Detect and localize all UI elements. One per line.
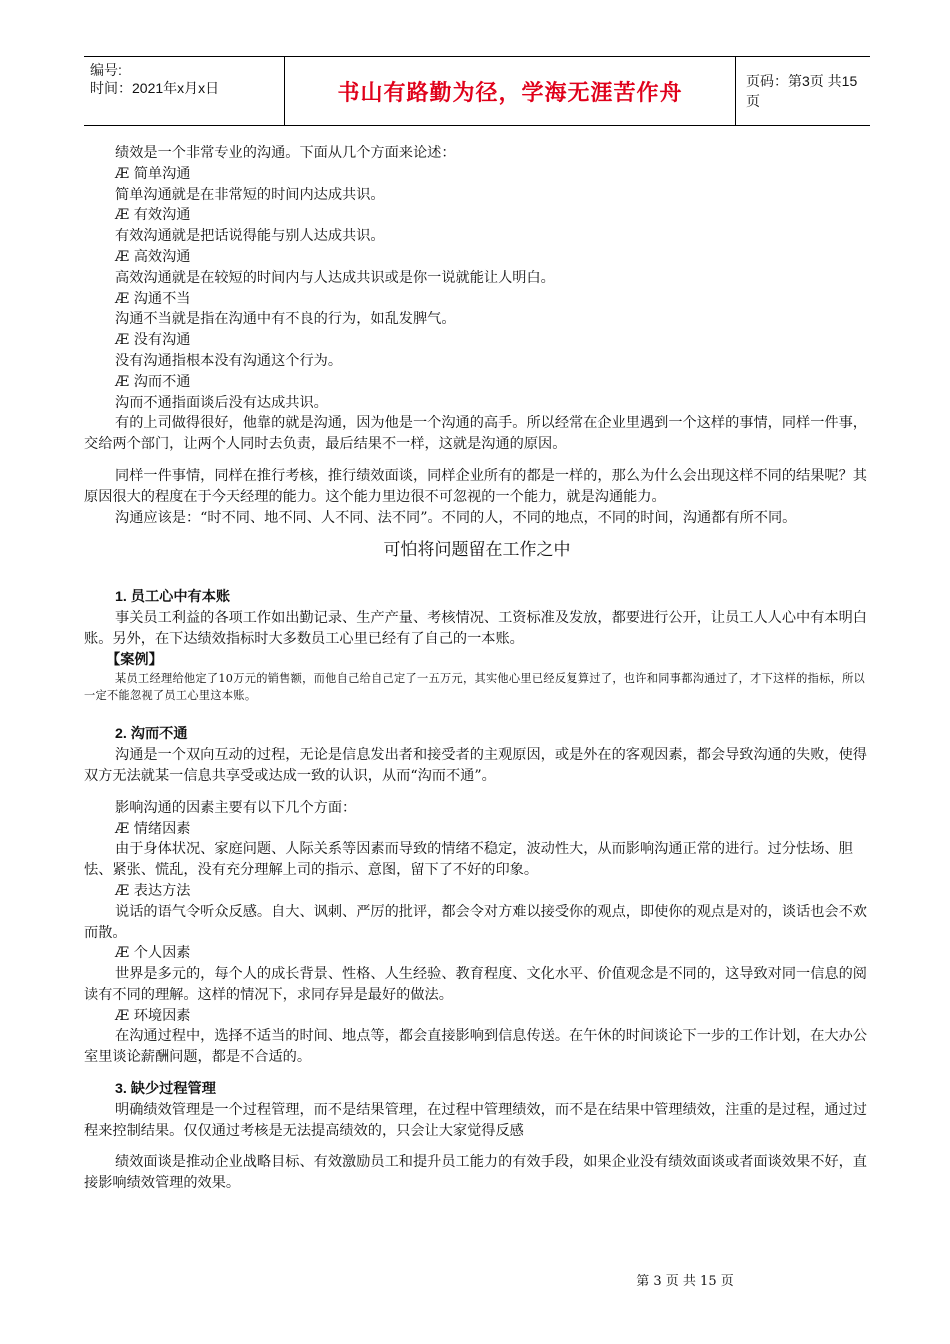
item-text: 高效沟通就是在较短的时间内与人达成共识或是你一说就能让人明白。 <box>115 269 555 286</box>
item-heading: Æ 有效沟通 <box>115 207 191 224</box>
paragraph-1: 有的上司做得很好，他靠的就是沟通，因为他是一个沟通的高手。所以经常在企业里遇到一个这样的事情，同样一件事，交给两个部门，让两个人同时去负责，最后结果不一样，这就是沟通的原因。 <box>84 415 867 453</box>
item-heading: Æ 高效沟通 <box>115 248 191 265</box>
section-3-heading: 3. 缺少过程管理 <box>115 1081 216 1098</box>
paragraph-3: 沟通应该是：“时不同、地不同、人不同、法不同”。不同的人，不同的地点，不同的时间，沟通都有所不同。 <box>115 509 797 526</box>
paragraph-2: 同样一件事情，同样在推行考核，推行绩效面谈，同样企业所有的都是一样的，那么为什么会出现这样不同的结果呢？其原因很大的程度在于今天经理的能力。这个能力里边很不可忽视的一个能力，就是沟通能力。 <box>84 467 867 505</box>
factor-text: 说话的语气令听众反感。自大、讽刺、严厉的批评，都会令对方难以接受你的观点，即使你的观点是对的，谈话也会不欢而散。 <box>84 903 867 941</box>
section-1-text: 事关员工利益的各项工作如出勤记录、生产产量、考核情况、工资标准及发放，都要进行公开，让员工人人心中有本明白账。另外，在下达绩效指标时大多数员工心里已经有了自己的一本账。 <box>84 609 867 647</box>
item-text: 沟通不当就是指在沟通中有不良的行为，如乱发脾气。 <box>115 311 456 328</box>
time-label: 时间：2021年x月x日 <box>90 80 220 96</box>
item-heading: Æ 简单沟通 <box>115 165 191 182</box>
section-2-heading: 2. 沟而不通 <box>115 726 188 743</box>
item-text: 沟而不通指面谈后没有达成共识。 <box>115 394 328 411</box>
factor-heading: Æ 表达方法 <box>115 882 191 899</box>
header-page-code: 页码：第3页 共15页 <box>746 73 858 109</box>
item-text: 简单沟通就是在非常短的时间内达成共识。 <box>115 186 385 203</box>
section-3-text-2: 绩效面谈是推动企业战略目标、有效激励员工和提升员工能力的有效手段，如果企业没有绩效面谈或者面谈效果不好，直接影响绩效管理的效果。 <box>84 1154 867 1192</box>
document-body <box>84 143 870 1194</box>
item-heading: Æ 沟而不通 <box>115 373 191 390</box>
page-header <box>84 56 870 126</box>
factor-heading: Æ 情绪因素 <box>115 820 191 837</box>
header-left-cell <box>84 57 284 125</box>
intro-paragraph: 绩效是一个非常专业的沟通。下面从几个方面来论述： <box>115 145 456 161</box>
header-motto: 书山有路勤为径，学海无涯苦作舟 <box>284 57 736 125</box>
section-title: 可怕将问题留在工作之中 <box>383 540 571 560</box>
factor-heading: Æ 环境因素 <box>115 1007 191 1024</box>
item-text: 没有沟通指根本没有沟通这个行为。 <box>115 352 343 369</box>
page-footer: 第 3 页 共 15 页 <box>636 1274 734 1289</box>
factors-intro: 影响沟通的因素主要有以下几个方面： <box>115 799 357 816</box>
case-text: 某员工经理给他定了10万元的销售额，而他自己给自己定了一五万元，其实他心里已经反复算过了，也许和同事都沟通过了，才下这样的指标，所以一定不能忽视了员工心里这本账。 <box>84 672 866 703</box>
serial-label: 编号: <box>90 62 122 78</box>
factor-text: 由于身体状况、家庭问题、人际关系等因素而导致的情绪不稳定，波动性大，从而影响沟通正常的进行。过分怯场、胆怯、紧张、慌乱，没有充分理解上司的指示、意图，留下了不好的印象。 <box>84 841 853 879</box>
case-heading: 【案例】 <box>106 651 163 668</box>
factor-text: 在沟通过程中，选择不适当的时间、地点等，都会直接影响到信息传送。在午休的时间谈论下一步的工作计划，在大办公室里谈论薪酬问题，都是不合适的。 <box>84 1028 867 1066</box>
item-heading: Æ 没有沟通 <box>115 332 191 349</box>
section-2-text: 沟通是一个双向互动的过程，无论是信息发出者和接受者的主观原因，或是外在的客观因素，都会导致沟通的失败，使得双方无法就某一信息共享受或达成一致的认识，从而“沟而不通”。 <box>84 747 867 784</box>
factor-text: 世界是多元的，每个人的成长背景、性格、人生经验、教育程度、文化水平、价值观念是不同的，这导致对同一信息的阅读有不同的理解。这样的情况下，求同存异是最好的做法。 <box>84 966 867 1003</box>
item-text: 有效沟通就是把话说得能与别人达成共识。 <box>115 228 385 245</box>
factor-heading: Æ 个人因素 <box>115 945 191 962</box>
section-1-heading: 1. 员工心中有本账 <box>115 589 231 606</box>
section-3-text: 明确绩效管理是一个过程管理，而不是结果管理，在过程中管理绩效，而不是在结果中管理绩效，注重的是过程，通过过程来控制结果。仅仅通过考核是无法提高绩效的，只会让大家觉得反感 <box>84 1101 867 1139</box>
item-heading: Æ 沟通不当 <box>115 290 191 307</box>
